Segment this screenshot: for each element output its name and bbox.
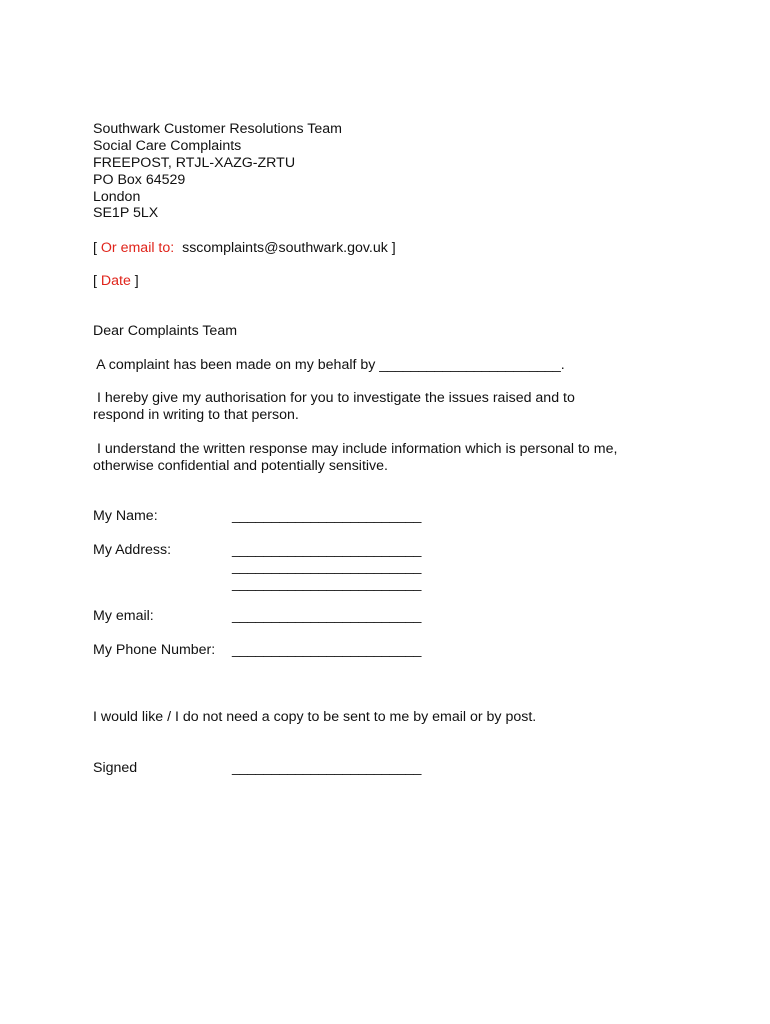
paragraph-complaint: A complaint has been made on my behalf by _______________________.	[93, 357, 565, 373]
phone-blank: ________________________	[232, 642, 422, 658]
address-label: My Address:	[93, 542, 172, 558]
date-close-bracket: ]	[130, 273, 139, 289]
email-line	[93, 240, 396, 257]
name-blank: ________________________	[232, 508, 422, 524]
address-po-box: PO Box 64529	[93, 172, 186, 188]
address-blank-1: ________________________	[232, 542, 422, 558]
signed-label: Signed	[93, 760, 138, 776]
date-label: Date	[100, 273, 131, 289]
salutation: Dear Complaints Team	[93, 323, 238, 339]
date-line	[93, 273, 139, 290]
address-freepost: FREEPOST, RTJL-XAZG-ZRTU	[93, 155, 296, 171]
address-department: Social Care Complaints	[93, 138, 242, 154]
address-team: Southwark Customer Resolutions Team	[93, 121, 342, 137]
email-blank: ________________________	[232, 608, 422, 624]
paragraph-authorisation-line2: respond in writing to that person.	[93, 407, 299, 423]
address-city: London	[93, 189, 141, 205]
email-open-bracket: [	[93, 240, 101, 256]
address-postcode: SE1P 5LX	[93, 205, 159, 221]
paragraph-authorisation-line1: I hereby give my authorisation for you to investigate the issues raised and to	[93, 390, 575, 406]
paragraph-understanding-line1: I understand the written response may include information which is personal to me,	[93, 441, 618, 457]
email-field-label: My email:	[93, 608, 154, 624]
paragraph-understanding-line2: otherwise confidential and potentially sensitive.	[93, 458, 388, 474]
email-address: sscomplaints@southwark.gov.uk ]	[174, 240, 396, 256]
address-blank-3: ________________________	[232, 576, 422, 592]
address-blank-2: ________________________	[232, 559, 422, 575]
name-label: My Name:	[93, 508, 158, 524]
signature-blank: ________________________	[232, 760, 422, 776]
phone-label: My Phone Number:	[93, 642, 216, 658]
copy-preference: I would like / I do not need a copy to be sent to me by email or by post.	[93, 709, 537, 725]
date-open-bracket: [	[93, 273, 101, 289]
email-label: Or email to:	[100, 240, 175, 256]
